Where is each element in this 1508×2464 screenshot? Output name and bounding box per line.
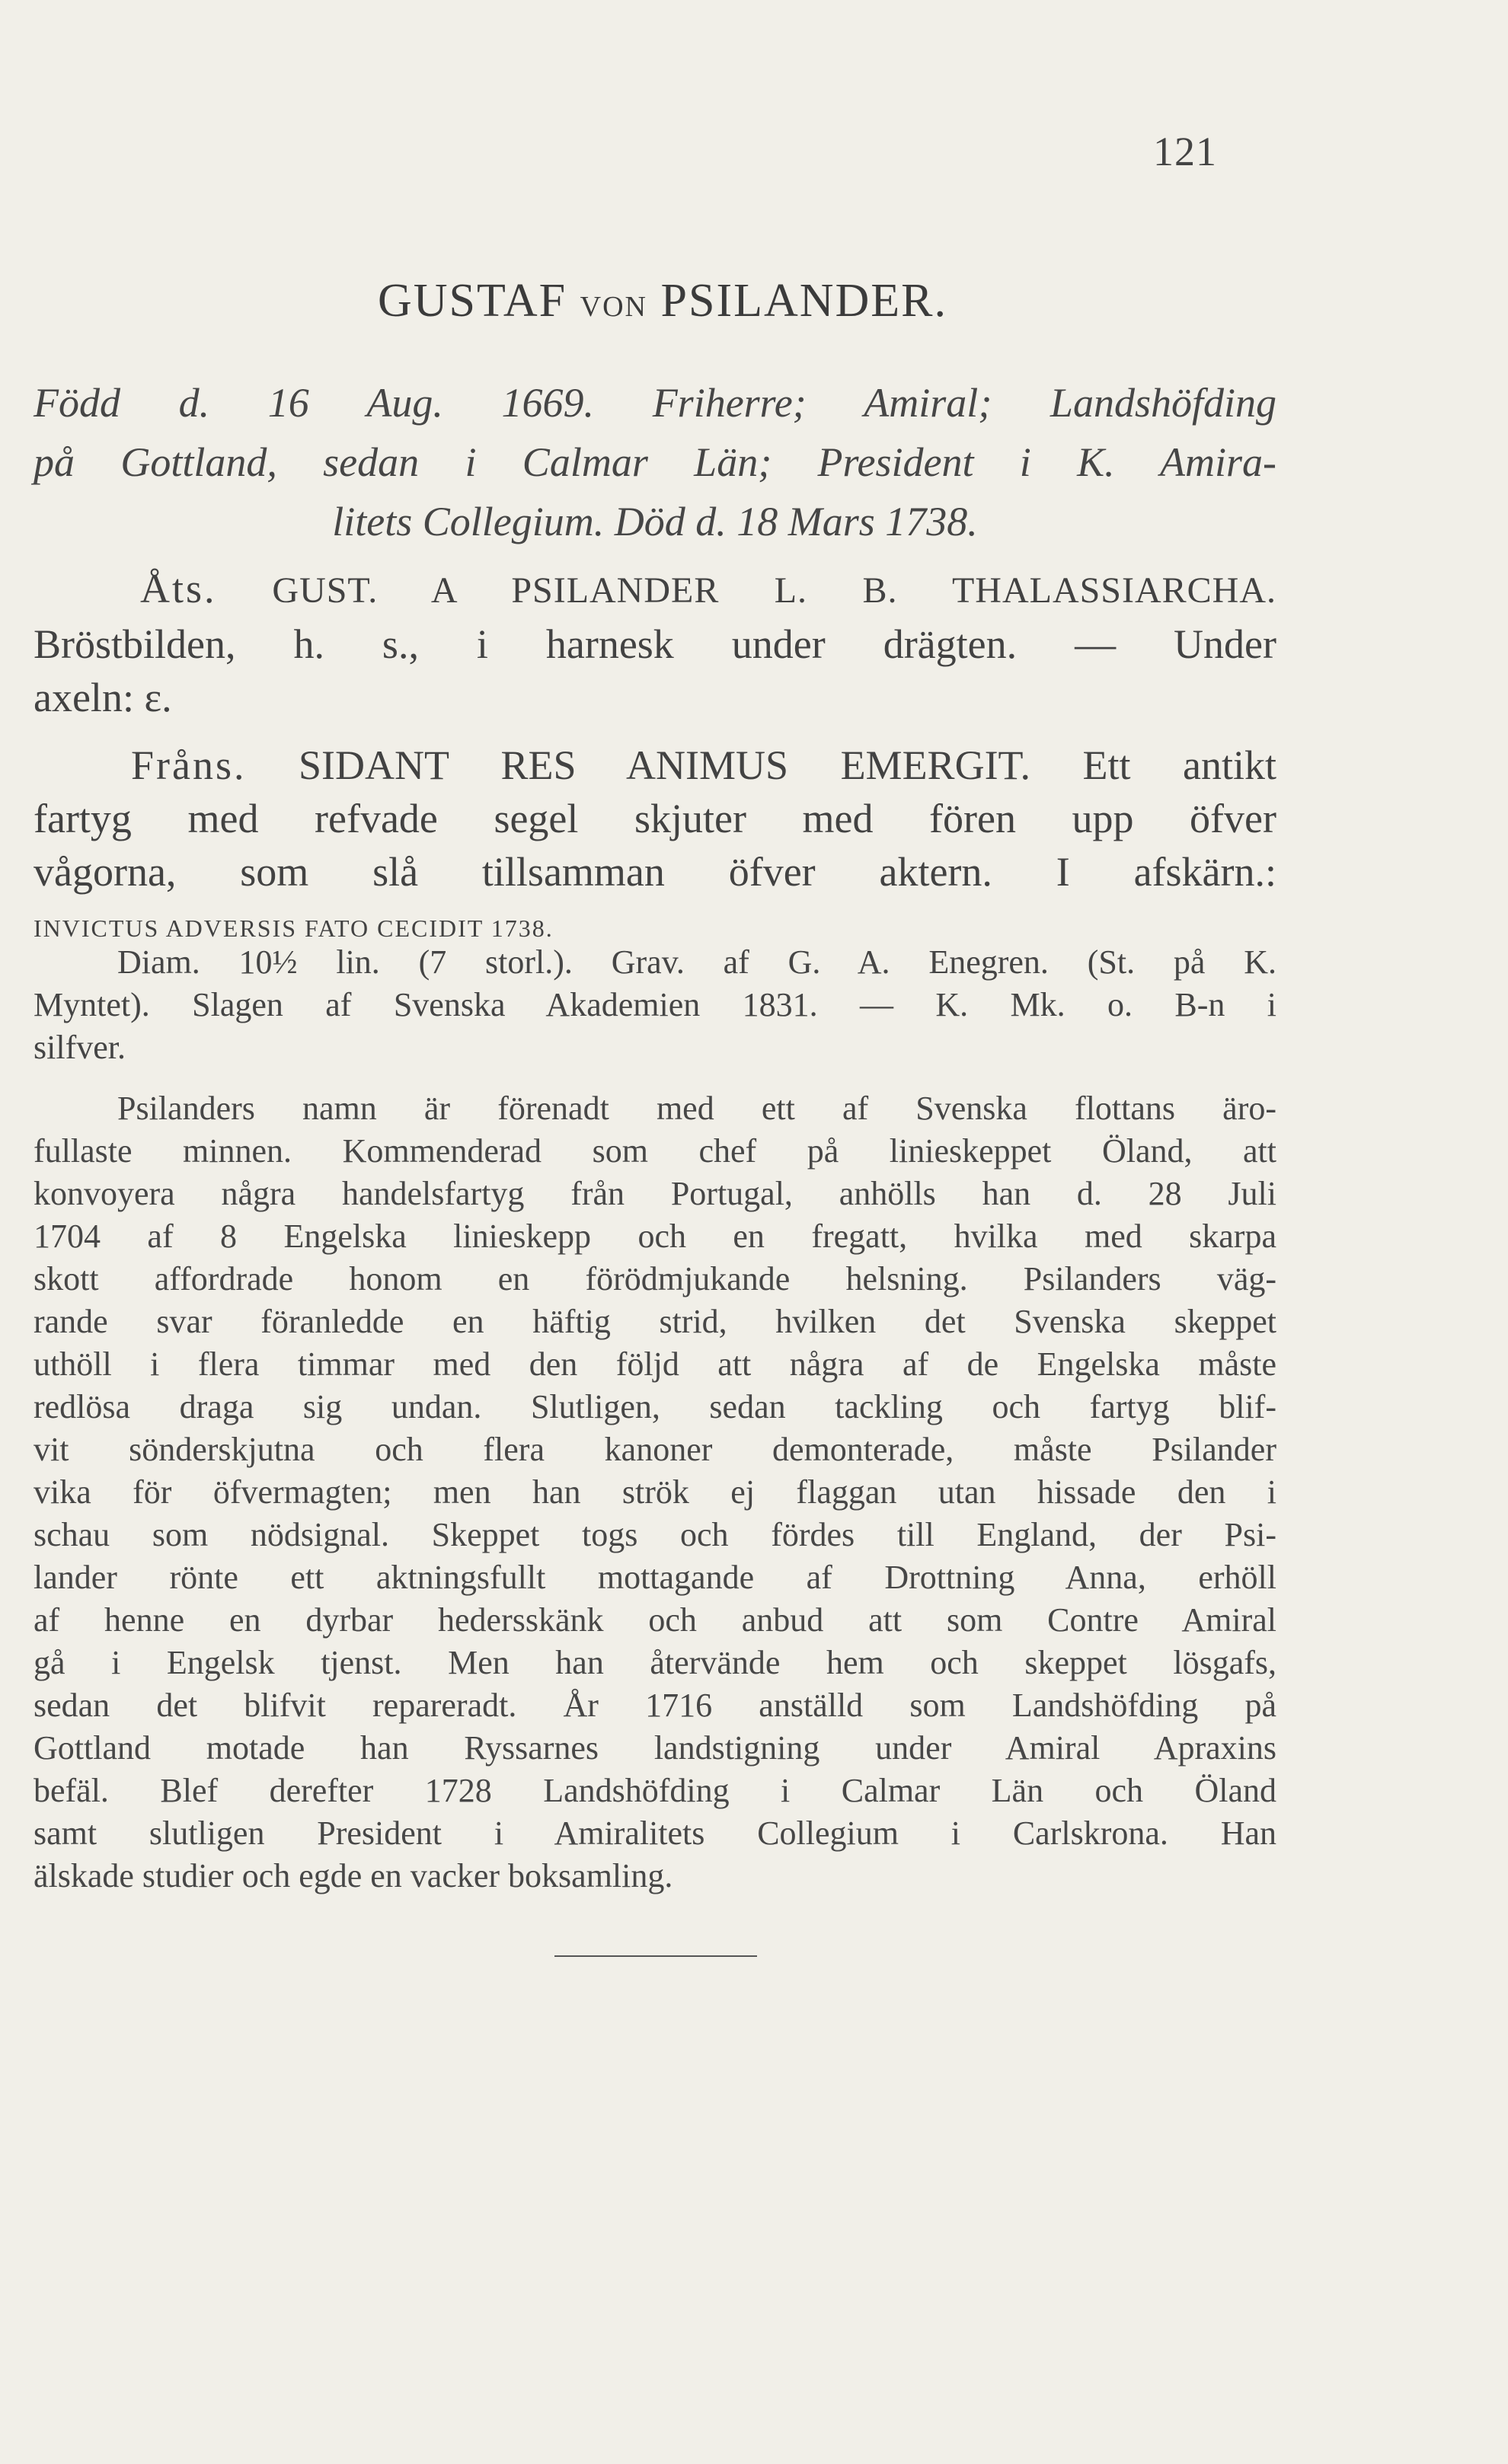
reverse-line: fartyg med refvade segel skjuter med fören upp öfver	[34, 796, 1276, 841]
text-line: Gottland motade han Ryssarnes landstigning under Amiral Apraxins	[34, 1729, 1276, 1767]
text-line: af henne en dyrbar hedersskänk och anbud att som Contre Amiral	[34, 1601, 1276, 1639]
reverse-legend: SIDANT RES ANIMUS EMERGIT. Ett antikt	[299, 742, 1276, 788]
text-line: uthöll i flera timmar med den följd att några af de Engelska måste	[34, 1345, 1276, 1383]
reverse-label: Fråns.	[131, 742, 247, 788]
reverse-line	[34, 739, 1276, 792]
reverse-line: vågorna, som slå tillsamman öfver aktern. I afskärn.:	[34, 849, 1276, 895]
reverse-exergue: INVICTUS ADVERSIS FATO CECIDIT 1738.	[34, 914, 554, 942]
obverse-description	[34, 562, 1276, 724]
biography-text	[34, 1087, 1276, 1897]
text-line: vit sönderskjutna och flera kanoner demonterade, måste Psilander	[34, 1431, 1276, 1468]
text-line: älskade studier och egde en vacker boksamling.	[34, 1857, 673, 1894]
obverse-legend: GUST. A PSILANDER L. B. THALASSIARCHA.	[272, 570, 1277, 611]
text-line: fullaste minnen. Kommenderad som chef på linieskeppet Öland, att	[34, 1132, 1276, 1170]
bio-line: litets Collegium. Död d. 18 Mars 1738.	[332, 499, 978, 544]
specs-line: Diam. 10½ lin. (7 storl.). Grav. af G. A. Enegren. (St. på K.	[117, 943, 1276, 981]
title-particle: VON	[580, 291, 647, 323]
obverse-line	[34, 562, 1276, 618]
text-line: vika för öfvermagten; men han strök ej flaggan utan hissade den i	[34, 1473, 1276, 1511]
section-divider	[554, 1955, 757, 1957]
text-line: sedan det blifvit repareradt. År 1716 anställd som Landshöfding på	[34, 1687, 1276, 1724]
text-line: schau som nödsignal. Skeppet togs och fördes till England, der Psi-	[34, 1516, 1276, 1553]
biography-summary	[34, 373, 1276, 551]
text-line: samt slutligen President i Amiralitets Collegium i Carlskrona. Han	[34, 1814, 1276, 1852]
specs-line: silfver.	[34, 1029, 126, 1066]
obverse-line: axeln: ε.	[34, 675, 172, 720]
title-first-name: GUSTAF	[377, 275, 567, 327]
obverse-line: Bröstbilden, h. s., i harnesk under drägten. — Under	[34, 621, 1276, 667]
page-title	[0, 274, 1325, 328]
page-number: 121	[1153, 129, 1217, 174]
title-surname: PSILANDER.	[660, 275, 948, 327]
text-line: gå i Engelsk tjenst. Men han återvände hem och skeppet lösgafs,	[34, 1644, 1276, 1681]
reverse-description	[34, 739, 1276, 955]
bio-line: Född d. 16 Aug. 1669. Friherre; Amiral; Landshöfding	[34, 380, 1276, 426]
text-line: befäl. Blef derefter 1728 Landshöfding i Calmar Län och Öland	[34, 1772, 1276, 1809]
bio-line: på Gottland, sedan i Calmar Län; President i K. Amira-	[34, 439, 1276, 485]
text-line: 1704 af 8 Engelska linieskepp och en fregatt, hvilka med skarpa	[34, 1218, 1276, 1255]
text-line: skott affordrade honom en förödmjukande helsning. Psilanders väg-	[34, 1260, 1276, 1297]
text-line: rande svar föranledde en häftig strid, hvilken det Svenska skeppet	[34, 1303, 1276, 1340]
specs-line: Myntet). Slagen af Svenska Akademien 1831. — K. Mk. o. B-n i	[34, 986, 1276, 1023]
text-line: lander rönte ett aktningsfullt mottagande af Drottning Anna, erhöll	[34, 1559, 1276, 1596]
text-line: konvoyera några handelsfartyg från Portugal, anhölls han d. 28 Juli	[34, 1175, 1276, 1212]
text-line: Psilanders namn är förenadt med ett af Svenska flottans äro-	[117, 1090, 1276, 1127]
text-line: redlösa draga sig undan. Slutligen, sedan tackling och fartyg blif-	[34, 1388, 1276, 1425]
obverse-label: Åts.	[140, 566, 217, 611]
medal-specifications	[34, 941, 1276, 1069]
